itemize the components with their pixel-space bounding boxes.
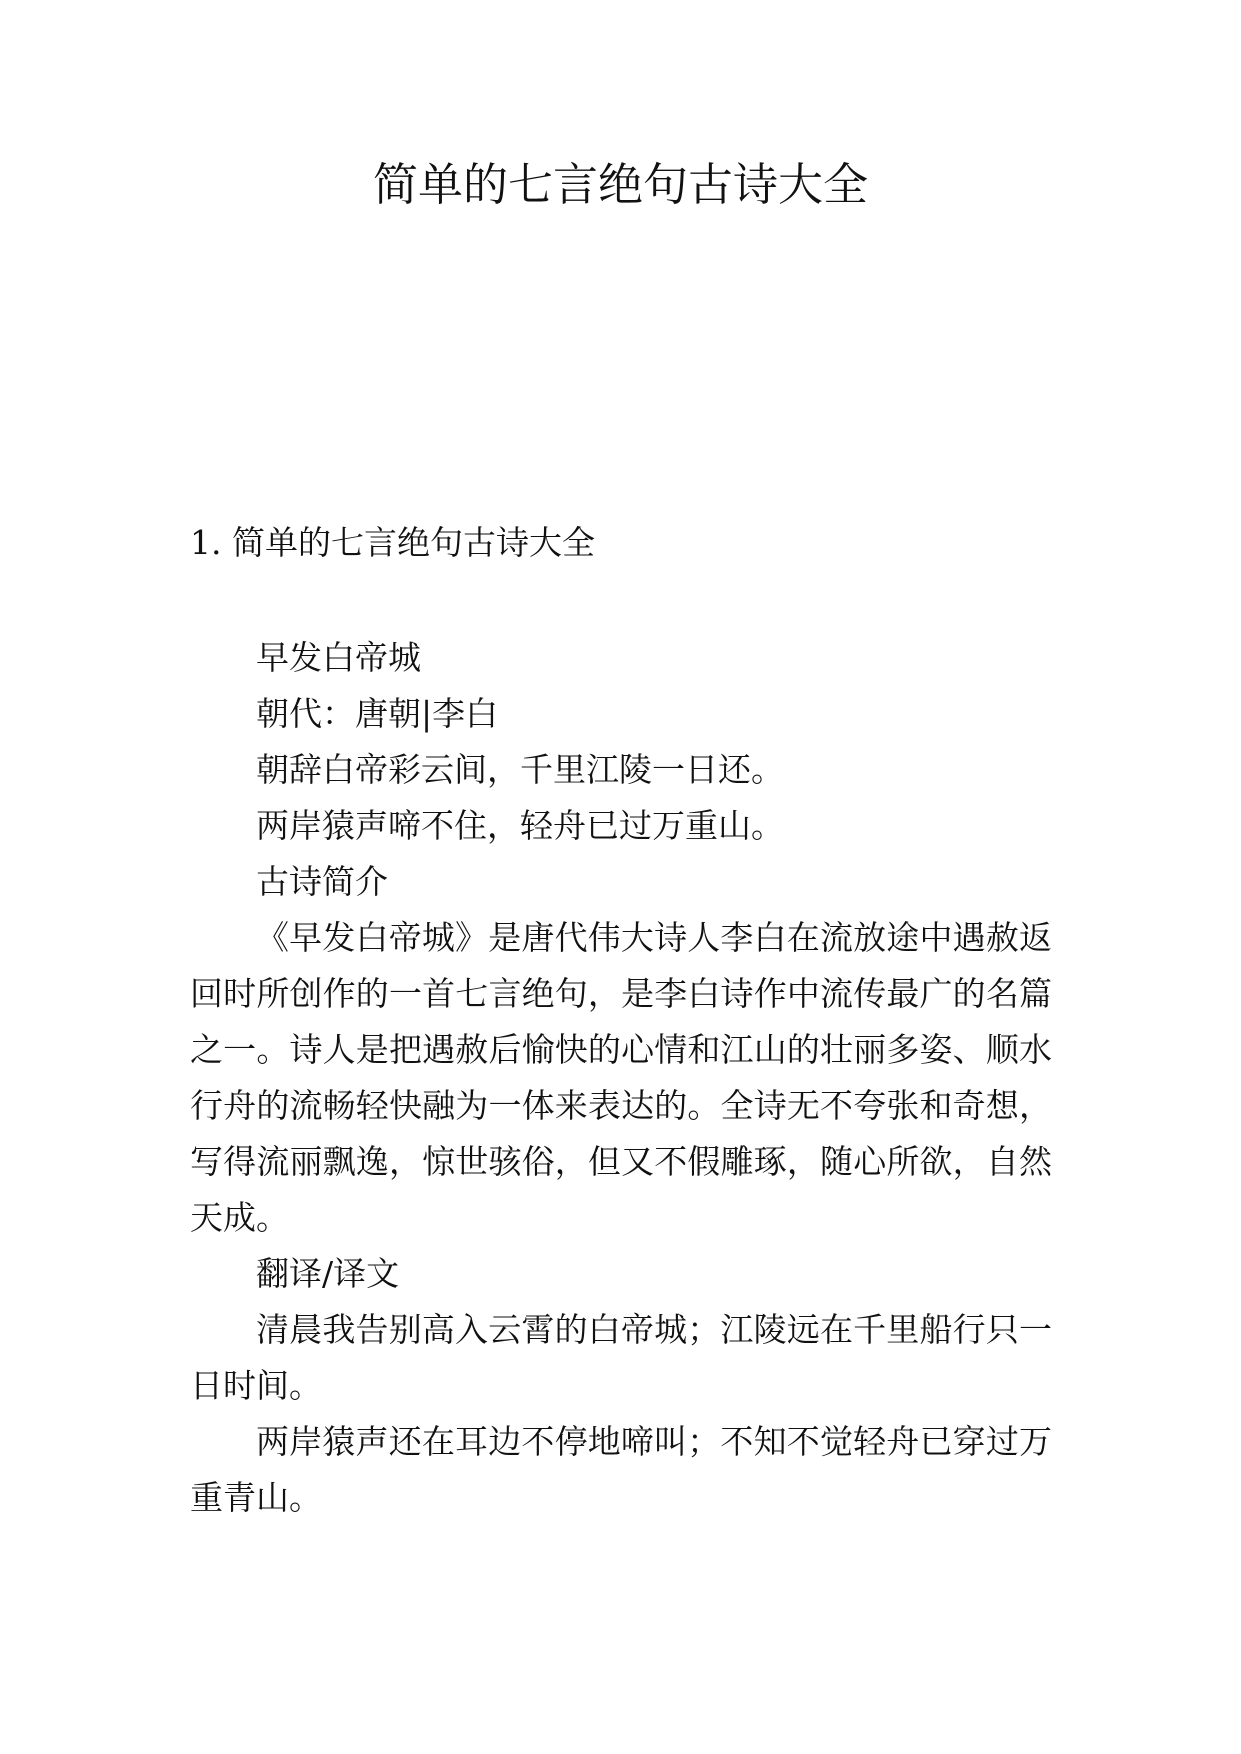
section-heading: 1. 简单的七言绝句古诗大全: [190, 523, 595, 562]
poem-title: 早发白帝城: [256, 638, 421, 677]
translation-paragraph-1: 清晨我告别高入云霄的白帝城；江陵远在千里船行只一日时间。: [190, 1310, 1052, 1405]
poem-dynasty-author: 朝代：唐朝|李白: [256, 694, 499, 733]
document-body: [190, 630, 1052, 1526]
intro-heading: 古诗简介: [256, 862, 388, 901]
poem-line-2: 两岸猿声啼不住，轻舟已过万重山。: [256, 806, 784, 845]
translation-paragraph-2: 两岸猿声还在耳边不停地啼叫；不知不觉轻舟已穿过万重青山。: [190, 1422, 1052, 1517]
translation-heading: 翻译/译文: [256, 1254, 400, 1293]
document-title: 简单的七言绝句古诗大全: [372, 158, 868, 211]
poem-line-1: 朝辞白帝彩云间，千里江陵一日还。: [256, 750, 784, 789]
intro-paragraph: 《早发白帝城》是唐代伟大诗人李白在流放途中遇赦返回时所创作的一首七言绝句，是李白诗作中流传最广的名篇之一。诗人是把遇赦后愉快的心情和江山的壮丽多姿、顺水行舟的流畅轻快融为一体来表达的。全诗无不夸张和奇想，写得流丽飘逸，惊世骇俗，但又不假雕琢，随心所欲，自然天成。: [190, 918, 1052, 1237]
